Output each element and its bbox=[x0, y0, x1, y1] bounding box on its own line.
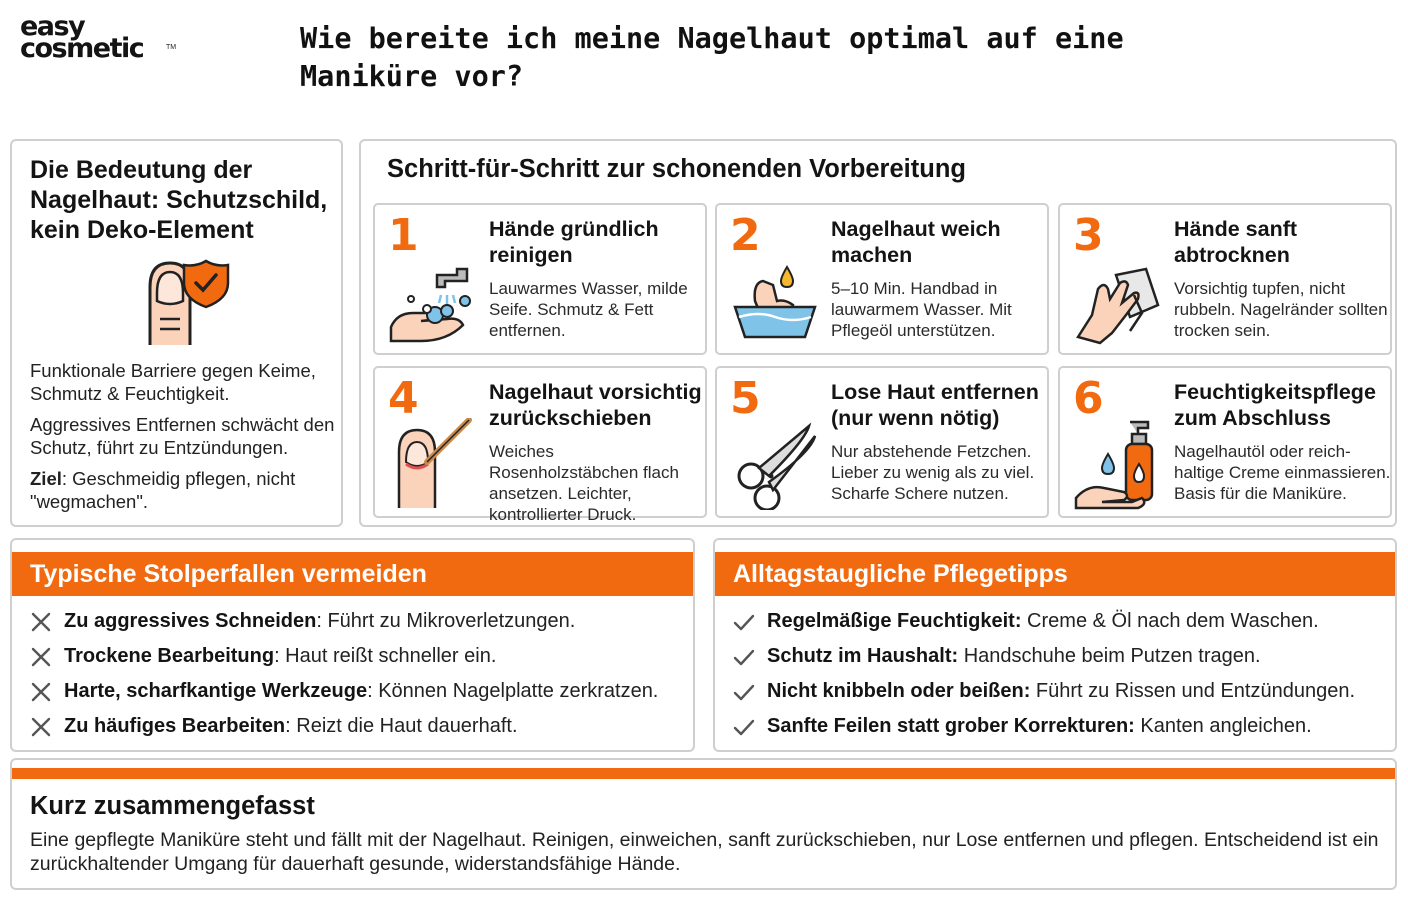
summary-text: Eine gepflegte Maniküre steht und fällt mit der Nagelhaut. Reinigen, einweichen, sanft zurückschieben, nur Lose entfernen und pflegen. Entscheidend ist ein zurückhaltender Umgang für dauerhaft gesunde, widerstandsfähige Hände. bbox=[30, 829, 1379, 875]
step-number: 3 bbox=[1073, 210, 1104, 261]
step-card bbox=[1058, 366, 1392, 518]
tip-text: Führt zu Rissen und Entzündungen. bbox=[1030, 680, 1356, 702]
pitfalls-list bbox=[30, 606, 683, 746]
step-number: 6 bbox=[1073, 373, 1104, 424]
pitfalls-heading: Typische Stolperfallen vermeiden bbox=[30, 560, 427, 588]
check-icon bbox=[733, 681, 755, 703]
cross-icon bbox=[30, 646, 52, 668]
summary-card bbox=[10, 758, 1397, 890]
pitfalls-card bbox=[10, 538, 695, 752]
list-item bbox=[30, 711, 683, 746]
tips-list bbox=[733, 606, 1385, 746]
tips-card bbox=[713, 538, 1397, 752]
check-icon bbox=[733, 646, 755, 668]
brand-trademark: TM bbox=[166, 44, 177, 51]
summary-heading: Kurz zusammengefasst bbox=[30, 792, 315, 820]
importance-goal-text: : Geschmeidig pflegen, nicht "wegmachen". bbox=[30, 468, 296, 512]
list-item bbox=[733, 641, 1385, 676]
tip-text: Handschuhe beim Putzen tragen. bbox=[958, 645, 1261, 667]
tip-text: Creme & Öl nach dem Waschen. bbox=[1021, 610, 1319, 632]
step-title: Nagelhaut vorsichtig zurückschieben bbox=[489, 380, 702, 430]
steps-card bbox=[359, 139, 1397, 527]
pitfall-text: : Haut reißt schneller ein. bbox=[274, 645, 497, 667]
list-item bbox=[30, 641, 683, 676]
step-text: Lauwarmes Wasser, milde Seife. Schmutz & Fett entfernen. bbox=[489, 279, 688, 340]
importance-text-1: Funktionale Barriere gegen Keime, Schmutz & Feuchtigkeit. bbox=[30, 360, 316, 404]
step-text: 5–10 Min. Handbad in lauwarmem Wasser. Mit Pflegeöl unterstützen. bbox=[831, 279, 1012, 340]
list-item bbox=[733, 606, 1385, 641]
tip-bold: Regelmäßige Feuchtigkeit: bbox=[767, 610, 1022, 632]
pitfall-bold: Trockene Bearbeitung bbox=[64, 645, 275, 667]
lotion-pump-icon bbox=[1072, 418, 1164, 510]
step-number: 4 bbox=[388, 373, 419, 424]
check-icon bbox=[733, 716, 755, 738]
step-text: Weiches Rosenholzstäbchen flach ansetzen. Leichter, kontrollierter Druck. bbox=[489, 442, 679, 524]
step-title: Hände gründlich reinigen bbox=[489, 217, 659, 267]
orange-stick-icon bbox=[387, 418, 479, 510]
step-number: 5 bbox=[730, 373, 761, 424]
step-card bbox=[373, 366, 707, 524]
scissors-icon bbox=[729, 418, 821, 510]
tips-heading: Alltagstaugliche Pflegetipps bbox=[733, 560, 1068, 588]
list-item bbox=[733, 711, 1385, 746]
step-card bbox=[1058, 203, 1392, 355]
hand-bath-icon bbox=[729, 255, 821, 347]
hand-washing-icon bbox=[387, 255, 479, 347]
brand-line2: cosmetic bbox=[20, 33, 144, 64]
tip-bold: Schutz im Haushalt: bbox=[767, 645, 959, 667]
cross-icon bbox=[30, 681, 52, 703]
step-title: Nagelhaut weich machen bbox=[831, 217, 1001, 267]
cross-icon bbox=[30, 611, 52, 633]
list-item bbox=[733, 676, 1385, 711]
tips-header bbox=[715, 552, 1395, 596]
step-card bbox=[373, 203, 707, 355]
step-number: 1 bbox=[388, 210, 419, 261]
tip-bold: Sanfte Feilen statt grober Korrekturen: bbox=[767, 715, 1135, 737]
importance-card bbox=[10, 139, 343, 527]
steps-heading: Schritt-für-Schritt zur schonenden Vorbereitung bbox=[387, 155, 966, 183]
importance-goal bbox=[30, 467, 340, 513]
list-item bbox=[30, 606, 683, 641]
pitfall-bold: Harte, scharfkantige Werkzeuge bbox=[64, 680, 368, 702]
tip-bold: Nicht knibbeln oder beißen: bbox=[767, 680, 1031, 702]
finger-shield-icon bbox=[140, 257, 232, 349]
pitfall-bold: Zu häufiges Bearbeiten bbox=[64, 715, 286, 737]
step-card bbox=[715, 203, 1049, 355]
pitfall-text: : Können Nagelplatte zerkratzen. bbox=[367, 680, 659, 702]
towel-hands-icon bbox=[1072, 255, 1164, 347]
step-title: Feuchtigkeitspflege zum Abschluss bbox=[1174, 380, 1376, 430]
page-title: Wie bereite ich meine Nagelhaut optimal auf eine Maniküre vor? bbox=[300, 22, 1124, 93]
step-text: Nur abstehende Fetzchen. Lieber zu wenig als zu viel. Scharfe Schere nutzen. bbox=[831, 442, 1035, 503]
importance-heading: Die Bedeutung der Nagelhaut: Schutzschild, kein Deko-Element bbox=[30, 156, 328, 244]
list-item bbox=[30, 676, 683, 711]
pitfall-bold: Zu aggressives Schneiden bbox=[64, 610, 317, 632]
summary-accent-bar bbox=[12, 768, 1395, 779]
cross-icon bbox=[30, 716, 52, 738]
step-text: Nagelhautöl oder reich-haltige Creme einmassieren. Basis für die Maniküre. bbox=[1174, 442, 1391, 503]
brand-logo bbox=[20, 11, 180, 68]
brand-line1: easy bbox=[20, 11, 85, 42]
check-icon bbox=[733, 611, 755, 633]
importance-text-2: Aggressives Entfernen schwächt den Schutz, führt zu Entzündungen. bbox=[30, 414, 335, 458]
pitfall-text: : Reizt die Haut dauerhaft. bbox=[285, 715, 518, 737]
step-text: Vorsichtig tupfen, nicht rubbeln. Nagelränder sollten trocken sein. bbox=[1174, 279, 1388, 340]
pitfalls-header bbox=[12, 552, 693, 596]
importance-goal-label: Ziel bbox=[30, 468, 62, 489]
step-title: Lose Haut entfernen (nur wenn nötig) bbox=[831, 380, 1039, 430]
step-card bbox=[715, 366, 1049, 518]
step-title: Hände sanft abtrocknen bbox=[1174, 217, 1298, 267]
pitfall-text: : Führt zu Mikroverletzungen. bbox=[316, 610, 576, 632]
step-number: 2 bbox=[730, 210, 761, 261]
tip-text: Kanten angleichen. bbox=[1134, 715, 1312, 737]
